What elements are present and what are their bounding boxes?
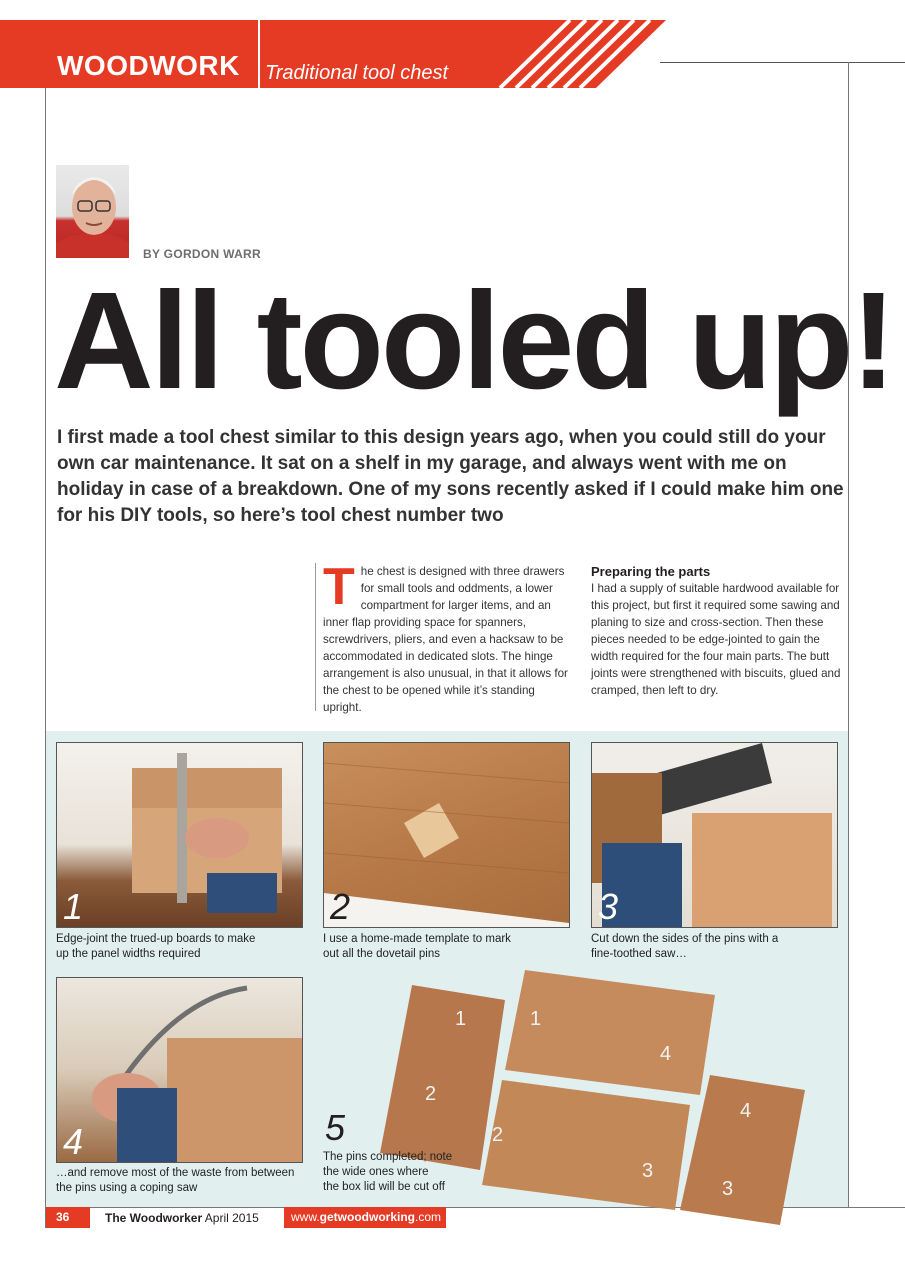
caption-line: the box lid will be cut off	[323, 1181, 445, 1193]
dovetail-template-illustration	[324, 743, 569, 927]
board-4	[680, 1075, 805, 1225]
photo-1	[56, 742, 303, 928]
caption-line: fine-toothed saw…	[591, 948, 687, 960]
photo-4	[56, 977, 303, 1163]
body-column-1	[323, 558, 575, 716]
author-photo	[56, 165, 129, 258]
url-prefix: www.	[291, 1210, 320, 1224]
board-1	[380, 985, 505, 1170]
step-number: 1	[63, 886, 84, 927]
frame-line-right	[848, 62, 849, 1207]
board-mark: 2	[425, 1083, 437, 1105]
website-link[interactable]	[284, 1207, 446, 1228]
header-divider	[258, 20, 260, 88]
url-suffix: .com	[415, 1210, 442, 1224]
subhead-preparing: Preparing the parts	[591, 564, 711, 579]
url-domain: getwoodworking	[319, 1210, 415, 1224]
board-3	[482, 1080, 690, 1210]
magazine-issue: April 2015	[204, 1211, 259, 1225]
magazine-credit	[90, 1207, 284, 1228]
body-column-1-text: he chest is designed with three drawers for small tools and oddments, a lower compartment for larger items, and an inner flap providing space for spanners, screwdrivers, pliers, and even a hacksaw to be accommodated in dedicated slots. The hinge arrangement is also unusual, in that it allows for the chest to be opened while it’s standing upright.	[323, 565, 568, 714]
caption-line: up the panel widths required	[56, 948, 201, 960]
photo-5-caption	[323, 1150, 483, 1195]
caption-line: Cut down the sides of the pins with a	[591, 933, 779, 945]
header-rule	[660, 62, 905, 63]
board-mark: 1	[530, 1008, 542, 1030]
section-title: WOODWORK	[57, 50, 240, 81]
saw-cut-illustration	[592, 743, 837, 927]
board-mark: 1	[455, 1008, 467, 1030]
step-number: 4	[63, 1121, 84, 1162]
board-mark: 3	[722, 1178, 734, 1200]
caption-line: The pins completed; note	[323, 1151, 453, 1163]
standfirst: I first made a tool chest similar to this design years ago, when you could still do your own car maintenance. It sat on a shelf in my garage, and always went with me on holiday in case of a breakdown. One of my sons recently asked if I could make him one for his DIY tools, so here’s tool chest number two	[57, 427, 844, 526]
caption-line: Edge-joint the trued-up boards to make	[56, 933, 256, 945]
caption-line: the pins using a coping saw	[56, 1182, 198, 1194]
step-number: 5	[325, 1107, 346, 1148]
board-mark: 4	[660, 1043, 672, 1065]
photo-2-caption	[323, 932, 573, 962]
photo-2	[323, 742, 570, 928]
step-number: 3	[598, 886, 619, 927]
body-column-2	[591, 563, 841, 699]
column-divider	[315, 563, 316, 711]
author-portrait-icon	[56, 165, 129, 258]
header-stripes	[480, 20, 680, 88]
photo-1-caption	[56, 932, 306, 962]
board-mark: 4	[740, 1100, 752, 1122]
headline: All tooled up!	[54, 264, 894, 418]
caption-line: the wide ones where	[323, 1166, 429, 1178]
section-subtitle: Traditional tool chest	[265, 62, 449, 84]
edge-joint-illustration	[57, 743, 302, 927]
board-mark: 2	[492, 1124, 504, 1146]
caption-line: out all the dovetail pins	[323, 948, 440, 960]
photo-3-caption	[591, 932, 841, 962]
coping-saw-illustration	[57, 978, 302, 1162]
page-number: 36	[46, 1207, 90, 1228]
caption-line: I use a home-made template to mark	[323, 933, 511, 945]
board-2	[505, 970, 715, 1095]
caption-line: …and remove most of the waste from between	[56, 1167, 295, 1179]
step-number: 2	[330, 886, 351, 927]
board-mark: 3	[642, 1160, 654, 1182]
body-column-2-text: I had a supply of suitable hardwood available for this project, but first it required some sawing and planing to size and cross-section. Then these pieces needed to be edge-jointed to gain the width required for the four main parts. The butt joints were strengthened with biscuits, glued and cramped, then left to dry.	[591, 582, 841, 697]
author-byline: BY GORDON WARR	[143, 247, 261, 261]
magazine-name: The Woodworker	[105, 1211, 203, 1225]
drop-cap: T	[323, 558, 355, 616]
photo-3	[591, 742, 838, 928]
photo-4-caption	[56, 1166, 316, 1196]
